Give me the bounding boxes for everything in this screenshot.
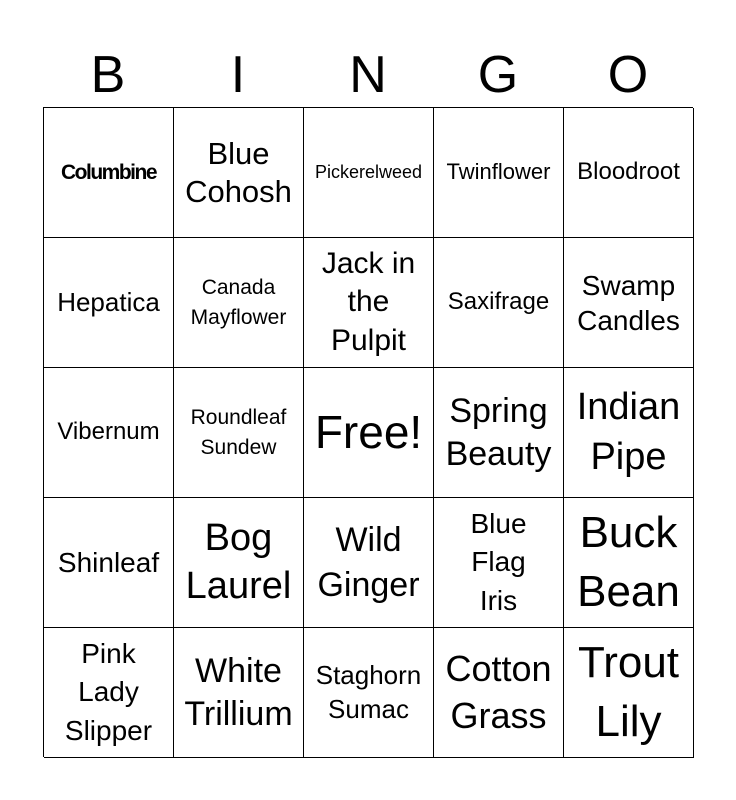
cell-label: Blue Cohosh <box>185 136 292 209</box>
bingo-cell[interactable] <box>564 498 694 628</box>
cell-label: Pickerelweed <box>314 161 423 182</box>
cell-label: Roundleaf Sundew <box>190 406 287 459</box>
cell-label: Jack in the Pulpit <box>321 246 416 357</box>
bingo-cell[interactable] <box>434 498 564 628</box>
cell-label: Indian Pipe <box>576 386 681 478</box>
cell-label: Blue Flag Iris <box>470 507 527 616</box>
bingo-cell[interactable] <box>174 498 304 628</box>
cell-label: Bog Laurel <box>185 517 292 607</box>
cell-label: Saxifrage <box>447 288 550 316</box>
cell-label: Wild Ginger <box>317 521 420 604</box>
cell-label: Buck Bean <box>577 508 680 616</box>
cell-label: Spring Beauty <box>445 392 552 473</box>
header-letter-o: O <box>607 46 649 104</box>
cell-label: Bloodroot <box>577 158 680 186</box>
bingo-cell[interactable] <box>44 368 174 498</box>
cell-label: Twinflower <box>446 159 551 185</box>
bingo-cell[interactable] <box>434 628 564 758</box>
bingo-cell[interactable] <box>44 238 174 368</box>
cell-label: Canada Mayflower <box>190 276 287 329</box>
bingo-cell[interactable] <box>304 368 434 498</box>
bingo-cell[interactable] <box>44 628 174 758</box>
cell-label: Columbine <box>61 160 156 184</box>
bingo-cell[interactable] <box>44 498 174 628</box>
bingo-cell[interactable] <box>564 108 694 238</box>
cell-label: Trout Lily <box>577 638 680 746</box>
bingo-cell[interactable] <box>304 108 434 238</box>
header-letter-i: I <box>230 46 246 104</box>
bingo-cell[interactable] <box>304 628 434 758</box>
cell-label: Cotton Grass <box>445 647 552 736</box>
cell-label: Shinleaf <box>57 547 160 578</box>
header-letter-n: N <box>349 46 387 104</box>
bingo-cell[interactable] <box>174 368 304 498</box>
bingo-cell[interactable] <box>564 238 694 368</box>
header-letter-g: G <box>477 46 519 104</box>
bingo-cell[interactable] <box>174 628 304 758</box>
bingo-cell[interactable] <box>434 238 564 368</box>
cell-label: Hepatica <box>57 287 160 318</box>
cell-label: Pink Lady Slipper <box>64 637 153 746</box>
bingo-cell[interactable] <box>304 498 434 628</box>
bingo-cell[interactable] <box>434 368 564 498</box>
bingo-board <box>43 107 693 757</box>
bingo-cell[interactable] <box>174 108 304 238</box>
bingo-cell[interactable] <box>304 238 434 368</box>
bingo-cell[interactable] <box>434 108 564 238</box>
cell-label: Staghorn Sumac <box>315 659 422 724</box>
cell-label: Free! <box>314 405 423 458</box>
bingo-cell[interactable] <box>564 368 694 498</box>
bingo-cell[interactable] <box>174 238 304 368</box>
cell-label: Swamp Candles <box>577 269 680 336</box>
bingo-cell[interactable] <box>44 108 174 238</box>
cell-label: White Trillium <box>184 652 293 733</box>
cell-label: Vibernum <box>57 418 160 446</box>
bingo-header <box>43 42 693 108</box>
bingo-cell[interactable] <box>564 628 694 758</box>
header-letter-b: B <box>90 46 126 104</box>
